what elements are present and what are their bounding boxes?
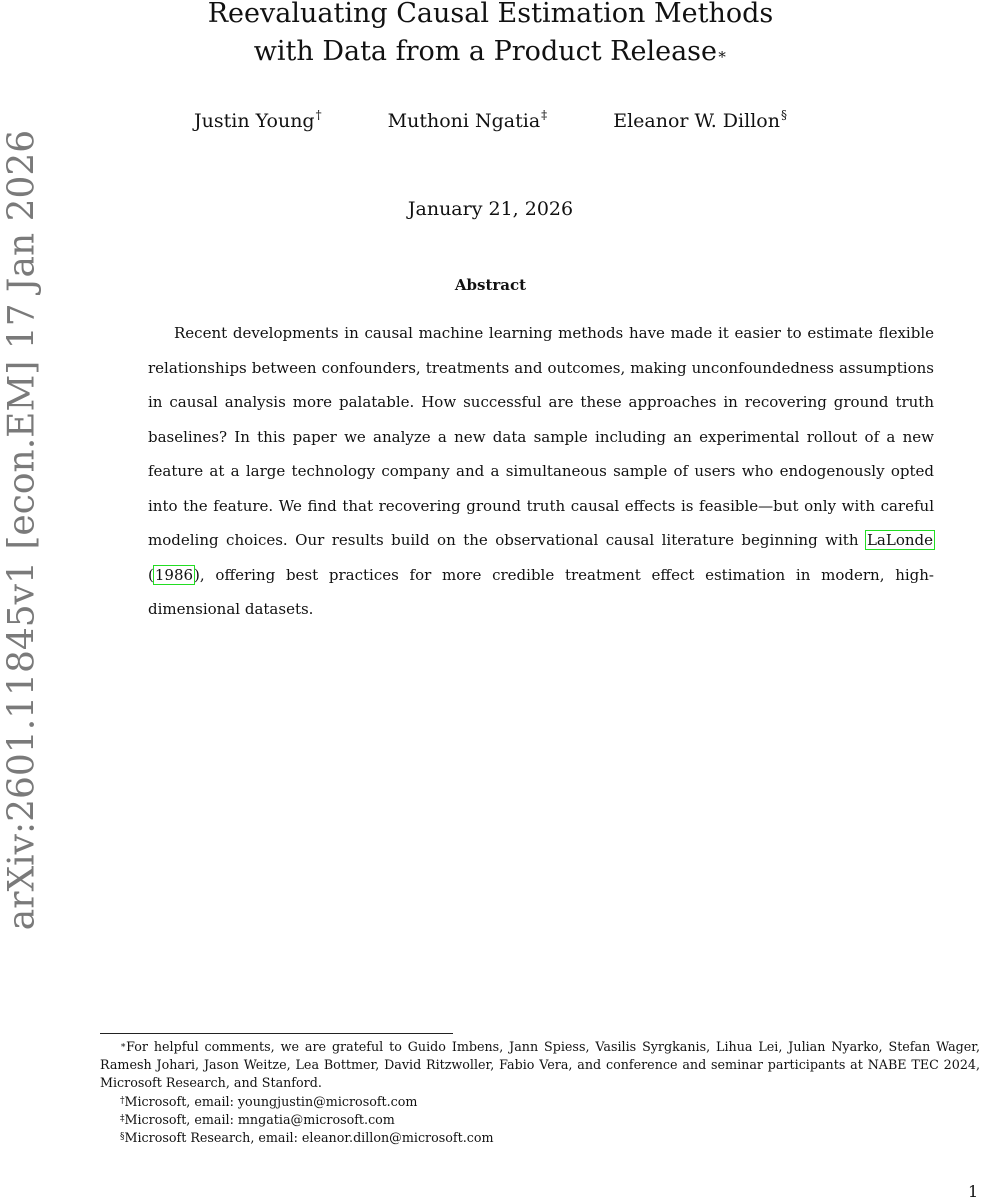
page-number: 1 xyxy=(968,1182,979,1201)
footnote-acknowledgements xyxy=(100,1038,980,1093)
publication-date: January 21, 2026 xyxy=(407,198,574,220)
footnote-mark: † xyxy=(120,1095,125,1106)
author-2 xyxy=(388,110,548,132)
title-line-2-text: with Data from a Product Release xyxy=(253,36,718,67)
title-line-2 xyxy=(0,33,981,71)
author-name: Muthoni Ngatia xyxy=(387,110,541,132)
author-footnote-mark: ‡ xyxy=(541,108,548,122)
citation-author-link[interactable]: LaLonde xyxy=(866,531,933,549)
footnotes xyxy=(100,1038,980,1147)
paper-title xyxy=(0,0,981,71)
footnote-mark: ‡ xyxy=(120,1113,125,1124)
footnote-author-1 xyxy=(100,1093,980,1111)
footnote-mark: ∗ xyxy=(120,1041,127,1051)
footnote-text: Microsoft Research, email: eleanor.dillon@microsoft.com xyxy=(124,1130,494,1146)
abstract-heading: Abstract xyxy=(454,276,527,294)
footnote-text: Microsoft, email: mngatia@microsoft.com xyxy=(124,1111,395,1127)
author-footnote-mark: † xyxy=(315,108,322,122)
title-footnote-mark: ∗ xyxy=(717,45,728,63)
citation-year-link[interactable]: 1986 xyxy=(154,565,194,584)
footnote-mark: § xyxy=(120,1132,125,1143)
title-line-1: Reevaluating Causal Estimation Methods xyxy=(207,0,774,29)
footnote-author-2 xyxy=(100,1111,980,1129)
author-3 xyxy=(613,110,787,132)
author-footnote-mark: § xyxy=(780,108,787,122)
author-list xyxy=(0,110,981,132)
footnote-author-3 xyxy=(100,1129,980,1147)
author-name: Justin Young xyxy=(194,110,315,132)
abstract-text-after-citation: , offering best practices for more credible treatment effect estimation in modern, high-dimensional datasets. xyxy=(148,565,934,618)
footnote-rule xyxy=(100,1033,453,1034)
abstract-text-before-citation: Recent developments in causal machine learning methods have made it easier to estimate flexible relationships between confounders, treatments and outcomes, making unconfoundedness assumptions in causal analysis more palatable. How successful are these approaches in recovering ground truth baselines? In this paper we analyze a new data sample including an experimental rollout of a new feature at a large technology company and a simultaneous sample of users who endogenously opted into the feature. We find that recovering ground truth causal effects is feasible—but only with careful modeling choices. Our results build on the observational causal literature beginning with xyxy=(148,324,934,549)
author-name: Eleanor W. Dillon xyxy=(613,110,780,132)
arxiv-identifier-stamp: arXiv:2601.11845v1 [econ.EM] 17 Jan 2026 xyxy=(1,129,43,931)
author-1 xyxy=(194,110,322,132)
footnote-text: Microsoft, email: youngjustin@microsoft.com xyxy=(124,1093,418,1109)
abstract-body: Recent developments in causal machine learning methods have made it easier to estimate flexible relationships between confounders, treatments and outcomes, making unconfoundedness assumptions in causal analysis more palatable. How successful are these approaches in recovering ground truth baselines? In this paper we analyze a new data sample including an experimental rollout of a new feature at a large technology company and a simultaneous sample of users who endogenously opted into the feature. We find that recovering ground truth causal effects is feasible—but only with careful modeling choices. Our results build on the observational causal literature beginning with LaLonde (1986), offering best practices for more credible treatment effect estimation in modern, high-dimensional datasets. xyxy=(148,324,934,618)
footnote-text: For helpful comments, we are grateful to Guido Imbens, Jann Spiess, Vasilis Syrgkanis, Lihua Lei, Julian Nyarko, Stefan Wager, Ramesh Johari, Jason Weitze, Lea Bottmer, David Ritzwoller, Fabio Vera, and conference and seminar participants at NABE TEC 2024, Microsoft Research, and Stanford. xyxy=(100,1039,980,1091)
